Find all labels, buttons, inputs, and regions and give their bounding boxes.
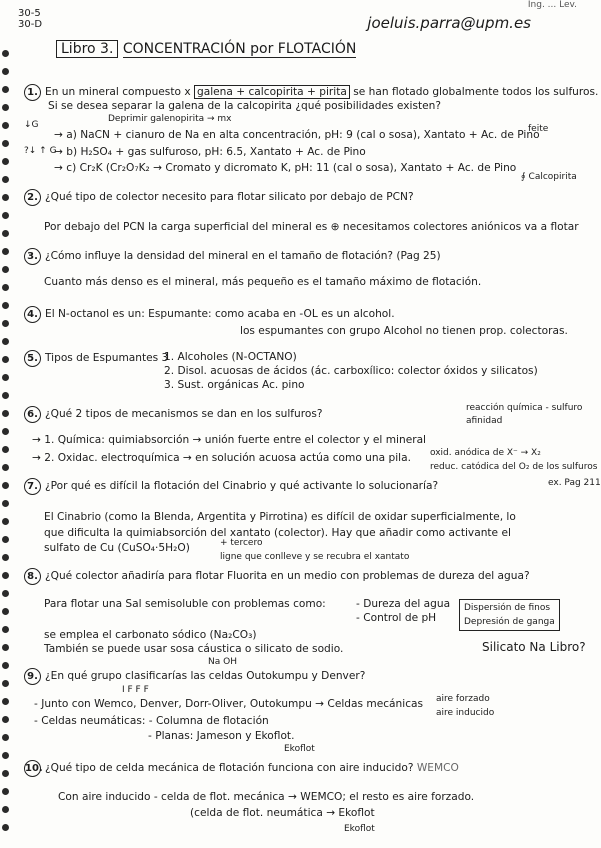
side-note: reacción química - sulfuro (466, 403, 583, 413)
faint-note: WEMCO (416, 762, 459, 774)
answer-2: Por debajo del PCN la carga superficial del mineral es ⊕ necesitamos colectores aniónicos va a flotar (44, 221, 579, 233)
question-number: 4. (24, 306, 41, 323)
question-text: El N-octanol es un: Espumante: como acaba en -OL es un alcohol. (45, 308, 395, 320)
corner-code-bottom: 30-D (18, 19, 43, 30)
question-6 (24, 406, 322, 423)
answer-8-line2: se emplea el carbonato sódico (Na₂CO₃) (44, 629, 257, 641)
question-7 (24, 478, 438, 495)
question-number: 9. (24, 668, 41, 685)
note: ligne que conlleve y se recubra el xantato (220, 552, 410, 562)
question-number: 8. (24, 568, 41, 585)
topic-label: CONCENTRACIÓN por FLOTACIÓN (122, 41, 357, 57)
note-above: Deprimir galenopirita → mx (108, 114, 232, 124)
side-note: oxid. anódica de X⁻ → X₂ (430, 448, 541, 458)
boxed-minerals: galena + calcopirita + pirita (194, 85, 350, 99)
top-scribble: Ing. ... Lev. (527, 0, 577, 10)
side-note: ex. Pag 211 (548, 478, 601, 488)
answer-8-line3: También se puede usar sosa cáustica o silicato de sodio. (44, 643, 344, 655)
question-text: En un mineral compuesto x (45, 86, 191, 98)
note: + tercero (220, 538, 263, 548)
option-a: → a) NaCN + cianuro de Na en alta concentración, pH: 9 (cal o sosa), Xantato + Ac. de Pino (54, 129, 540, 141)
question-text: ¿Cómo influye la densidad del mineral en el tamaño de flotación? (Pag 25) (45, 250, 441, 262)
answer-9-line1: - Junto con Wemco, Denver, Dorr-Oliver, Outokumpu → Celdas mecánicas (34, 698, 424, 710)
question-4 (24, 306, 395, 323)
question-number: 2. (24, 189, 41, 206)
problem-item: - Dureza del agua (356, 598, 451, 610)
question-text: ¿Por qué es difícil la flotación del Cinabrio y qué activante lo solucionaría? (45, 480, 439, 492)
option-c: → c) Cr₂K (Cr₂O₇K₂ → Cromato y dicromato K, pH: 11 (cal o sosa), Xantato + Ac. de Pino (54, 162, 517, 174)
question-number: 7. (24, 478, 41, 495)
author-email: joeluis.parra@upm.es (367, 14, 531, 32)
question-text: ¿Qué 2 tipos de mecanismos se dan en los sulfuros? (45, 408, 323, 420)
book-label: Libro 3. (56, 40, 118, 58)
result-item: Depresión de ganga (464, 617, 555, 627)
side-note: reduc. catódica del O₂ de los sulfuros (430, 462, 598, 472)
corner-code-top: 30-5 (18, 8, 41, 19)
question-10 (24, 760, 459, 777)
question-number: 6. (24, 406, 41, 423)
note-feite: feite (528, 124, 549, 134)
note: Na OH (208, 657, 237, 667)
side-note: Silicato Na Libro? (482, 640, 586, 654)
question-text: ¿Qué tipo de celda mecánica de flotación funciona con aire inducido? (45, 762, 414, 774)
letters: I F F F (122, 685, 149, 695)
answer-3: Cuanto más denso es el mineral, más pequeño es el tamaño máximo de flotación. (44, 276, 482, 288)
question-text: ¿En qué grupo clasificarías las celdas Outokumpu y Denver? (45, 670, 366, 682)
page-title (56, 41, 356, 57)
question-number: 3. (24, 248, 41, 265)
mechanism-1: → 1. Química: quimiabsorción → unión fuerte entre el colector y el mineral (32, 434, 427, 446)
question-2 (24, 189, 414, 206)
problem-item: - Control de pH (356, 612, 437, 624)
answer-9-line2: - Celdas neumáticas: - Columna de flotación (34, 715, 269, 727)
question-3 (24, 248, 441, 265)
answer-8-line1: Para flotar una Sal semisoluble con problemas como: (44, 598, 326, 610)
question-number: 5. (24, 350, 41, 367)
question-number: 10. (24, 760, 41, 777)
answer-7-line2: que dificulta la quimiabsorción del xantato (colector). Hay que añadir como activante el (44, 527, 511, 539)
binder-holes (2, 50, 12, 840)
note: aire inducido (436, 708, 495, 718)
question-number: 1. (24, 84, 41, 101)
list-item: 3. Sust. orgánicas Ac. pino (164, 379, 305, 391)
question-text: se han flotado globalmente todos los sulfuros. (353, 86, 599, 98)
answer-10-line1: Con aire inducido - celda de flot. mecánica → WEMCO; el resto es aire forzado. (58, 791, 475, 803)
question-text: ¿Qué tipo de colector necesito para flotar silicato por debajo de PCN? (45, 191, 414, 203)
note: Ekoflot (284, 744, 315, 754)
note: Ekoflot (344, 824, 375, 834)
answer-7-line3: sulfato de Cu (CuSO₄·5H₂O) (44, 542, 190, 554)
question-9 (24, 668, 365, 685)
list-item: 2. Disol. acuosas de ácidos (ác. carboxílico: colector óxidos y silicatos) (164, 365, 538, 377)
answer-4: los espumantes con grupo Alcohol no tienen prop. colectoras. (240, 325, 568, 337)
result-item: Dispersión de finos (464, 603, 551, 613)
question-8 (24, 568, 530, 585)
result-box (459, 599, 560, 631)
question-text: ¿Qué colector añadiría para flotar Fluorita en un medio con problemas de dureza del agua? (45, 570, 530, 582)
answer-10-line2: (celda de flot. neumática → Ekoflot (190, 807, 375, 819)
list-item: 1. Alcoholes (N-OCTANO) (164, 351, 297, 363)
question-1-line2: Si se desea separar la galena de la calcopirita ¿qué posibilidades existen? (48, 100, 441, 112)
margin-note: ↓G (24, 120, 39, 130)
question-text: Tipos de Espumantes 3 (45, 352, 169, 364)
answer-7-line1: El Cinabrio (como la Blenda, Argentita y Pirrotina) es difícil de oxidar superficialmente, lo (44, 511, 516, 523)
question-5 (24, 350, 168, 367)
side-note: ∮ Calcopirita (521, 172, 577, 182)
note: aire forzado (436, 694, 490, 704)
answer-9-line3: - Planas: Jameson y Ekoflot. (148, 730, 295, 742)
mechanism-2: → 2. Oxidac. electroquímica → en solución acuosa actúa como una pila. (32, 452, 411, 464)
side-note: afinidad (466, 416, 503, 426)
margin-note: ?↓ ↑ G (24, 146, 57, 156)
option-b: → b) H₂SO₄ + gas sulfuroso, pH: 6.5, Xantato + Ac. de Pino (54, 146, 366, 158)
